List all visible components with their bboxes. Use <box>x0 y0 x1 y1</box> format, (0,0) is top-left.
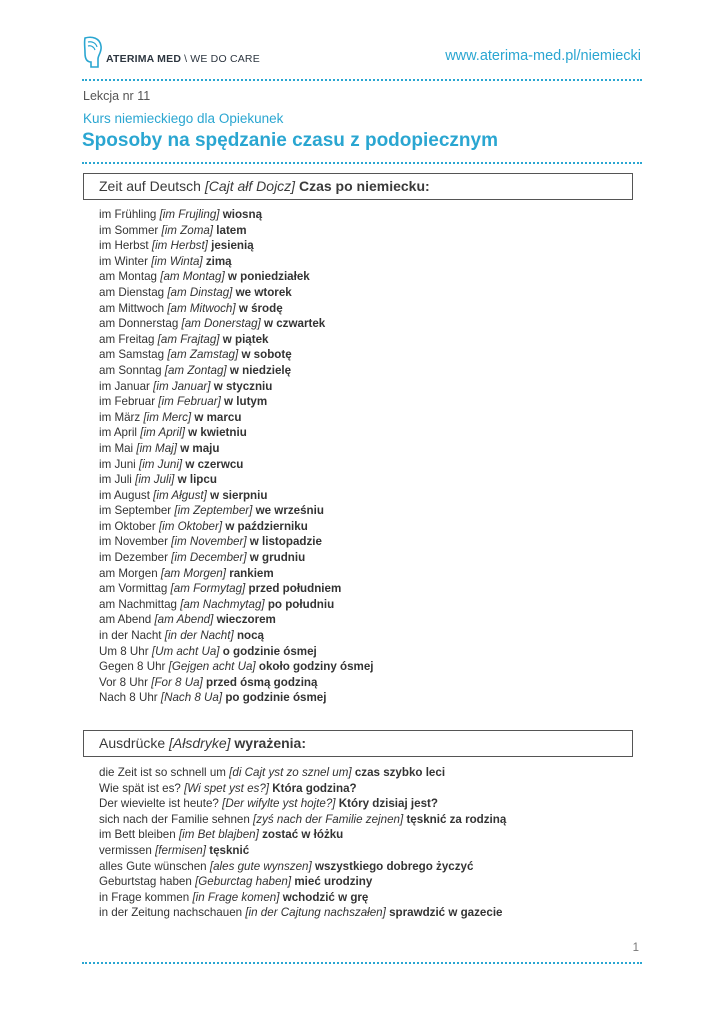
vocab-item <box>99 488 374 504</box>
word-pronunciation: [am Nachmytag] <box>180 597 265 611</box>
word-german: im August <box>99 488 150 502</box>
word-pronunciation: [am Donerstag] <box>181 317 261 331</box>
dotted-divider <box>82 162 642 164</box>
word-german: im Juni <box>99 457 136 471</box>
word-pronunciation: [Geburctag haben] <box>195 875 292 889</box>
word-polish: w lutym <box>224 395 268 409</box>
word-pronunciation: [For 8 Ua] <box>151 675 203 689</box>
word-german: Der wievielte ist heute? <box>99 797 219 811</box>
word-german: sich nach der Familie sehnen <box>99 812 250 826</box>
word-pronunciation: [im Oktober] <box>158 519 223 533</box>
word-german: im Januar <box>99 379 150 393</box>
word-pronunciation: [in der Nacht] <box>164 629 234 643</box>
word-polish: w październiku <box>225 519 308 533</box>
word-german: am Montag <box>99 270 157 284</box>
vocab-item <box>99 285 374 301</box>
word-german: am Vormittag <box>99 582 168 596</box>
page-title: Sposoby na spędzanie czasu z podopiecznym <box>82 130 498 151</box>
word-polish: około godziny ósmej <box>258 660 374 674</box>
word-german: Geburtstag haben <box>99 875 192 889</box>
word-polish: w listopadzie <box>249 535 322 549</box>
logo-head-icon <box>82 35 104 69</box>
word-polish: w piątek <box>222 332 269 346</box>
word-pronunciation: [im Herbst] <box>151 239 208 253</box>
word-polish: w niedzielę <box>229 363 292 377</box>
word-german: im Mai <box>99 441 134 455</box>
vocab-item <box>99 457 374 473</box>
word-german: am Abend <box>99 613 152 627</box>
word-polish: zimą <box>205 254 232 268</box>
word-polish: o godzinie ósmej <box>222 644 317 658</box>
vocab-item <box>99 347 374 363</box>
word-pronunciation: [im Bet blajben] <box>178 828 259 842</box>
word-pronunciation: [am Zontag] <box>164 363 227 377</box>
vocab-item <box>99 301 374 317</box>
word-pronunciation: [in Frage komen] <box>192 890 280 904</box>
lesson-number: Lekcja nr 11 <box>83 89 151 103</box>
vocab-item <box>99 394 374 410</box>
word-pronunciation: [im Zeptember] <box>174 504 253 518</box>
word-polish: w środę <box>238 301 283 315</box>
word-german: am Dienstag <box>99 285 165 299</box>
word-german: alles Gute wünschen <box>99 859 207 873</box>
word-polish: po godzinie ósmej <box>225 691 327 705</box>
word-polish: w styczniu <box>213 379 273 393</box>
vocab-item <box>99 269 374 285</box>
word-pronunciation: [am Mitwoch] <box>167 301 236 315</box>
vocab-item <box>99 316 374 332</box>
vocab-item <box>99 550 374 566</box>
word-german: im Juli <box>99 473 132 487</box>
vocab-item <box>99 843 506 859</box>
word-polish: wieczorem <box>216 613 276 627</box>
word-polish: w maju <box>180 441 220 455</box>
word-german: am Mittwoch <box>99 301 165 315</box>
word-pronunciation: [am Montag] <box>160 270 225 284</box>
vocab-item <box>99 238 374 254</box>
word-pronunciation: [im Juni] <box>138 457 183 471</box>
vocab-item <box>99 644 374 660</box>
word-german: in der Zeitung nachschauen <box>99 906 243 920</box>
vocab-item <box>99 363 374 379</box>
word-polish: zostać w łóżku <box>262 828 344 842</box>
word-german: vermissen <box>99 843 152 857</box>
word-pronunciation: [am Zamstag] <box>167 348 239 362</box>
vocab-item <box>99 503 374 519</box>
word-german: Um 8 Uhr <box>99 644 149 658</box>
word-german: im Frühling <box>99 208 157 221</box>
word-german: im November <box>99 535 168 549</box>
word-pronunciation: [Wi spet yst es?] <box>184 781 270 795</box>
word-german: im September <box>99 504 172 518</box>
word-polish: jesienią <box>211 239 254 253</box>
dotted-divider <box>82 79 642 81</box>
word-german: im Dezember <box>99 551 168 565</box>
word-polish: w lipcu <box>177 473 217 487</box>
vocab-item <box>99 534 374 550</box>
word-polish: w czerwcu <box>185 457 244 471</box>
vocab-item <box>99 597 374 613</box>
vocab-item <box>99 659 374 675</box>
word-polish: wchodzić w grę <box>282 890 369 904</box>
vocab-item <box>99 254 374 270</box>
word-pronunciation: [im Januar] <box>153 379 211 393</box>
word-pronunciation: [am Morgen] <box>160 566 226 580</box>
word-polish: w sobotę <box>241 348 292 362</box>
word-german: am Donnerstag <box>99 317 179 331</box>
word-polish: tęsknić <box>209 843 250 857</box>
course-name: Kurs niemieckiego dla Opiekunek <box>83 111 284 126</box>
word-polish: w grudniu <box>249 551 306 565</box>
word-pronunciation: [am Frajtag] <box>157 332 220 346</box>
word-polish: w poniedziałek <box>227 270 310 284</box>
word-german: in der Nacht <box>99 629 162 643</box>
word-polish: Który dzisiaj jest? <box>338 797 438 811</box>
word-german: am Freitag <box>99 332 155 346</box>
word-german: im April <box>99 426 138 440</box>
word-polish: po południu <box>267 597 335 611</box>
word-german: in Frage kommen <box>99 890 190 904</box>
vocab-item <box>99 425 374 441</box>
section-heading-expressions: Ausdrücke [Ałsdryke] wyrażenia: <box>83 730 633 757</box>
word-pronunciation: [im Frujling] <box>159 208 220 221</box>
vocab-list-expressions <box>99 765 506 921</box>
word-pronunciation: [im Ałgust] <box>153 488 207 502</box>
vocab-item <box>99 223 374 239</box>
aterima-logo[interactable] <box>82 34 260 70</box>
word-polish: sprawdzić w gazecie <box>389 906 503 920</box>
section-heading-time: Zeit auf Deutsch [Cajt ałf Dojcz] Czas po niemiecku: <box>83 173 633 200</box>
word-pronunciation: [im Winta] <box>151 254 203 268</box>
word-polish: wszystkiego dobrego życzyć <box>314 859 474 873</box>
vocab-item <box>99 379 374 395</box>
vocab-item <box>99 890 506 906</box>
word-german: im Sommer <box>99 223 159 237</box>
word-pronunciation: [fermisen] <box>155 843 206 857</box>
word-pronunciation: [im November] <box>171 535 247 549</box>
word-pronunciation: [im Zoma] <box>161 223 214 237</box>
word-german: am Sonntag <box>99 363 162 377</box>
logo-text: ATERIMA MED \ WE DO CARE <box>106 53 260 65</box>
word-german: Gegen 8 Uhr <box>99 660 166 674</box>
vocab-item <box>99 519 374 535</box>
vocab-item <box>99 410 374 426</box>
word-german: die Zeit ist so schnell um <box>99 766 226 779</box>
word-polish: rankiem <box>229 566 274 580</box>
vocab-item <box>99 859 506 875</box>
word-pronunciation: [in der Cajtung nachszałen] <box>245 906 386 920</box>
word-polish: nocą <box>236 629 264 643</box>
word-pronunciation: [am Formytag] <box>170 582 246 596</box>
vocab-item <box>99 628 374 644</box>
word-german: Wie spät ist es? <box>99 781 181 795</box>
word-german: Vor 8 Uhr <box>99 675 148 689</box>
word-pronunciation: [zyś nach der Familie zejnen] <box>253 812 404 826</box>
vocab-item <box>99 566 374 582</box>
vocab-item <box>99 812 506 828</box>
vocab-item <box>99 874 506 890</box>
word-polish: latem <box>216 223 247 237</box>
vocab-item <box>99 827 506 843</box>
word-pronunciation: [Gejgen acht Ua] <box>168 660 256 674</box>
website-link[interactable]: www.aterima-med.pl/niemiecki <box>445 48 641 64</box>
word-pronunciation: [di Cajt yst zo sznel um] <box>229 766 352 779</box>
word-pronunciation: [Der wifylte yst hojte?] <box>222 797 336 811</box>
vocab-item <box>99 905 506 921</box>
word-polish: przed ósmą godziną <box>206 675 318 689</box>
word-german: im Winter <box>99 254 148 268</box>
word-polish: w kwietniu <box>188 426 247 440</box>
word-german: am Samstag <box>99 348 165 362</box>
word-pronunciation: [am Abend] <box>154 613 214 627</box>
word-german: am Nachmittag <box>99 597 177 611</box>
vocab-item <box>99 765 506 781</box>
word-pronunciation: [im Merc] <box>143 410 192 424</box>
word-german: Nach 8 Uhr <box>99 691 158 705</box>
dotted-divider <box>82 962 642 964</box>
word-pronunciation: [ales gute wynszen] <box>209 859 312 873</box>
vocab-item <box>99 781 506 797</box>
vocab-item <box>99 796 506 812</box>
word-polish: we wtorek <box>235 285 292 299</box>
vocab-item <box>99 612 374 628</box>
word-german: im Herbst <box>99 239 149 253</box>
word-polish: tęsknić za rodziną <box>406 812 507 826</box>
vocab-item <box>99 207 374 223</box>
vocab-item <box>99 332 374 348</box>
word-polish: w czwartek <box>264 317 326 331</box>
word-german: am Morgen <box>99 566 158 580</box>
word-german: im Oktober <box>99 519 156 533</box>
word-polish: w sierpniu <box>210 488 268 502</box>
word-polish: mieć urodziny <box>294 875 373 889</box>
word-pronunciation: [Nach 8 Ua] <box>160 691 223 705</box>
word-pronunciation: [Um acht Ua] <box>151 644 220 658</box>
word-pronunciation: [im Maj] <box>136 441 177 455</box>
word-polish: czas szybko leci <box>354 766 446 779</box>
word-pronunciation: [am Dinstag] <box>167 285 233 299</box>
word-polish: Która godzina? <box>272 781 357 795</box>
word-polish: przed południem <box>248 582 342 596</box>
page-number: 1 <box>632 942 639 954</box>
vocab-list-time <box>99 207 374 706</box>
word-german: im März <box>99 410 141 424</box>
word-polish: w marcu <box>194 410 242 424</box>
word-pronunciation: [im Juli] <box>135 473 175 487</box>
word-pronunciation: [im December] <box>171 551 247 565</box>
vocab-item <box>99 472 374 488</box>
word-german: im Bett bleiben <box>99 828 176 842</box>
word-pronunciation: [im Februar] <box>158 395 221 409</box>
vocab-item <box>99 690 374 706</box>
vocab-item <box>99 441 374 457</box>
word-polish: wiosną <box>222 208 263 221</box>
word-pronunciation: [im April] <box>140 426 185 440</box>
vocab-item <box>99 581 374 597</box>
vocab-item <box>99 675 374 691</box>
word-german: im Februar <box>99 395 156 409</box>
word-polish: we wrześniu <box>255 504 324 518</box>
